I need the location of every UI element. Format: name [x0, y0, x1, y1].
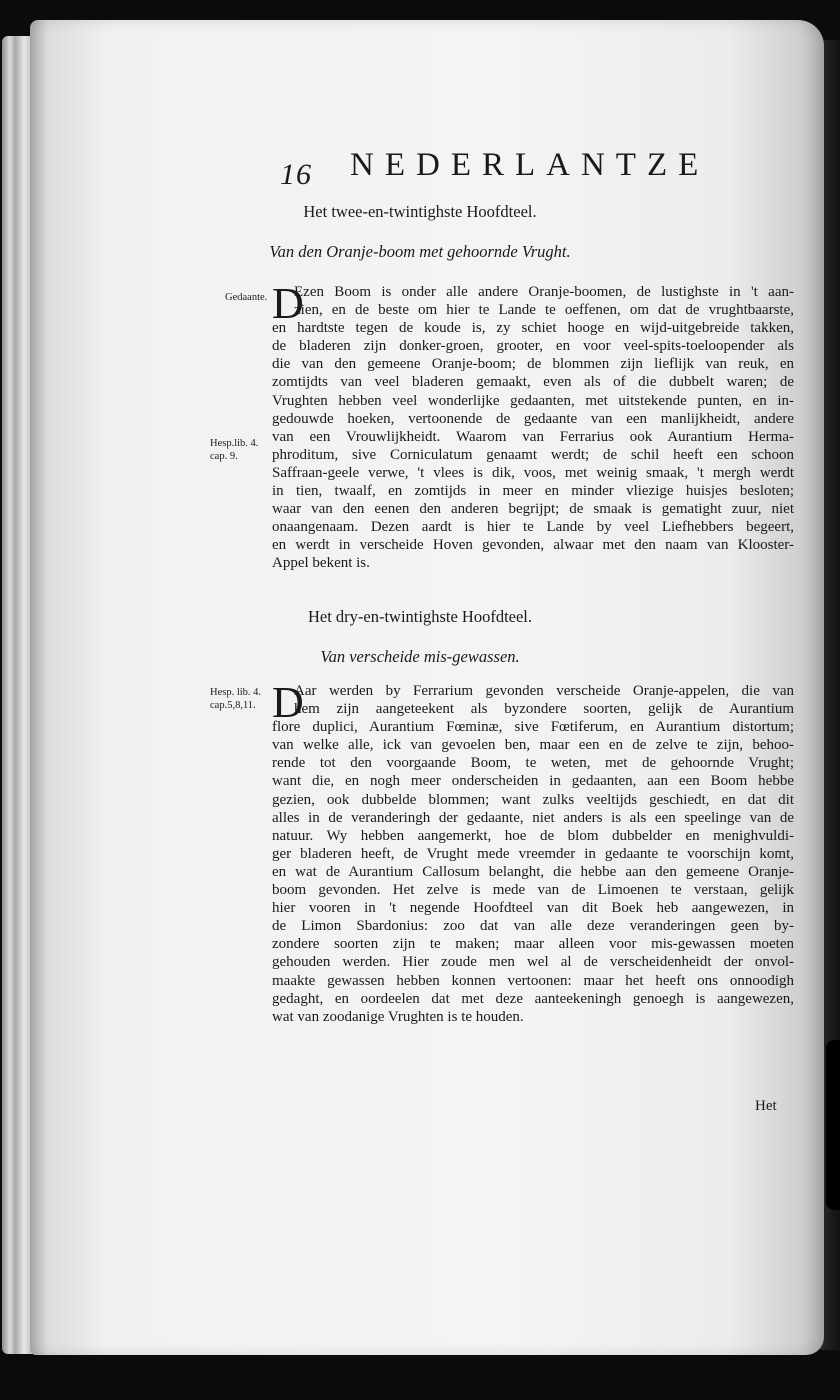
margin-note-line: cap.5,8,11.	[210, 700, 256, 711]
margin-note-line: Hesp.lib. 4.	[210, 438, 259, 449]
running-head: NEDERLANTZE	[350, 147, 710, 183]
chapter-22-paragraph	[272, 279, 794, 573]
margin-note-line: Hesp. lib. 4.	[210, 687, 262, 698]
text-line: gehouden werden. Hier zoude men wel al de verscheidenheidt der onvol-	[272, 954, 794, 971]
margin-note-line: cap. 9.	[210, 451, 238, 462]
text-line: hier vooren in 't negende Hoofdteel van dit Boek heb aangewezen, in	[272, 900, 794, 917]
text-line: maakte gewassen hebben konnen vertoonen: maar het heeft ons onnoodigh	[272, 972, 794, 989]
catchword: Het	[755, 1098, 777, 1114]
text-line: zien, en de beste om hier te Lande te oeffenen, om dat de vrughtbaarste,	[294, 302, 794, 319]
text-line: Ezen Boom is onder alle andere Oranje-boomen, de lustighste in 't aan-	[294, 284, 794, 300]
text-line: hem zijn aangeteekent als byzondere soorten, gelijk de Aurantium	[294, 701, 794, 718]
text-line: die van den gemeene Oranje-boom; de blommen zijn lieflijk van reuk, en	[272, 356, 794, 373]
text-line: gedaght, en oordeelen dat met deze aanteekeningh genoegh is aangewezen,	[272, 990, 794, 1007]
text-line: van een Vrouwlijkheidt. Waarom van Ferrarius ook Aurantium Herma-	[272, 428, 794, 445]
chapter-23-paragraph	[272, 678, 794, 1026]
text-line: zondere soorten zijn te maken; maar alleen voor mis-gewassen moeten	[272, 936, 794, 953]
dropcap-chapter-23: D	[272, 678, 304, 727]
text-line: alles in de veranderingh der gedaante, niet anders is als een speelinge van de	[272, 809, 794, 826]
text-line: de Limon Sbardonius: zoo dat van alle deze veranderingen geen by-	[272, 918, 794, 935]
margin-note-hesp-lib-4	[210, 437, 258, 463]
chapter-23-title: Het dry-en-twintighste Hoofdteel.	[307, 607, 533, 626]
text-line: onaangenaam. Dezen aardt is hier te Lande by veel Liefhebbers begeert,	[272, 519, 794, 536]
text-line: de bladeren zijn donker-groen, grooter, en voor veel-spits-toeloopender als	[272, 338, 794, 355]
text-line: natuur. Wy hebben aangemerkt, hoe de blom dubbelder en menighvuldi-	[272, 827, 794, 844]
text-line: en werdt in verscheide Hoven gevonden, alwaar met den naam van Klooster-	[272, 537, 794, 554]
text-line: zomtijdts van veel bladeren gemaakt, even als of die dubbelt waren; de	[272, 374, 794, 391]
margin-note-hesp-lib-4-b	[210, 686, 261, 712]
chapter-22-subtitle: Van den Oranje-boom met gehoornde Vrught.	[269, 242, 571, 261]
text-line: phroditum, sive Corniculatum genaamt werdt; de schil heeft een schoon	[272, 446, 794, 463]
text-line: wat van zoodanige Vrughten is te houden.	[272, 1008, 524, 1025]
text-line: waar van den eenen den anderen begrijpt; de smaak is gematight zuur, niet	[272, 501, 794, 518]
chapter-23-subtitle: Van verscheide mis-gewassen.	[320, 647, 520, 666]
text-line: Appel bekent is.	[272, 555, 370, 572]
dropcap-chapter-22: D	[272, 279, 304, 328]
text-line: gedouwde hoeken, vertoonende de gedaante van een manlijkheidt, andere	[272, 410, 794, 427]
text-line: en wat de Aurantium Callosum belanght, die hebbe aan den gemeene Oranje-	[272, 863, 794, 880]
right-edge-tab	[826, 1040, 840, 1210]
text-line: Vrughten hebben veel wonderlijke gedaanten, met uitstekende punten, en in-	[272, 392, 794, 409]
chapter-22-title: Het twee-en-twintighste Hoofdteel.	[303, 202, 537, 221]
text-line: want die, en nogh meer onderscheiden in gedaanten, aan een Boom hebbe	[272, 773, 794, 790]
text-line: gezien, ook dubbelde blommen; want zulks veeltijds geschiedt, en dat dit	[272, 791, 794, 808]
text-line: rende tot den voorgaande Boom, te weten, met de gehoornde Vrught;	[272, 755, 794, 772]
text-line: Aar werden by Ferrarium gevonden verscheide Oranje-appelen, die van	[294, 683, 794, 699]
text-line: ger bladeren heeft, de Vrught mede vreemder in gedaante te voorschijn komt,	[272, 845, 794, 862]
text-line: Saffraan-geele verwe, 't vlees is dik, voos, met weinig smaak, 't mergh werdt	[272, 464, 794, 481]
text-line: en hardtste tegen de koude is, zy schiet hooge en wijd-uitgebreide takken,	[272, 320, 794, 337]
text-line: in tien, twaalf, en zomtijds in meer en minder vliezige huisjes besloten;	[272, 483, 794, 500]
margin-note-gedaante: Gedaante.	[225, 292, 268, 303]
text-line: flore duplici, Aurantium Fœminæ, sive Fœtiferum, en Aurantium distortum;	[272, 719, 794, 736]
text-line: van welke alle, ick van gevoelen ben, maar een en de zelve te zijn, behoo-	[272, 737, 794, 754]
page-number: 16	[280, 158, 312, 191]
text-line: boom gevonden. Het zelve is mede van de Limoenen te verstaan, gelijk	[272, 882, 794, 899]
